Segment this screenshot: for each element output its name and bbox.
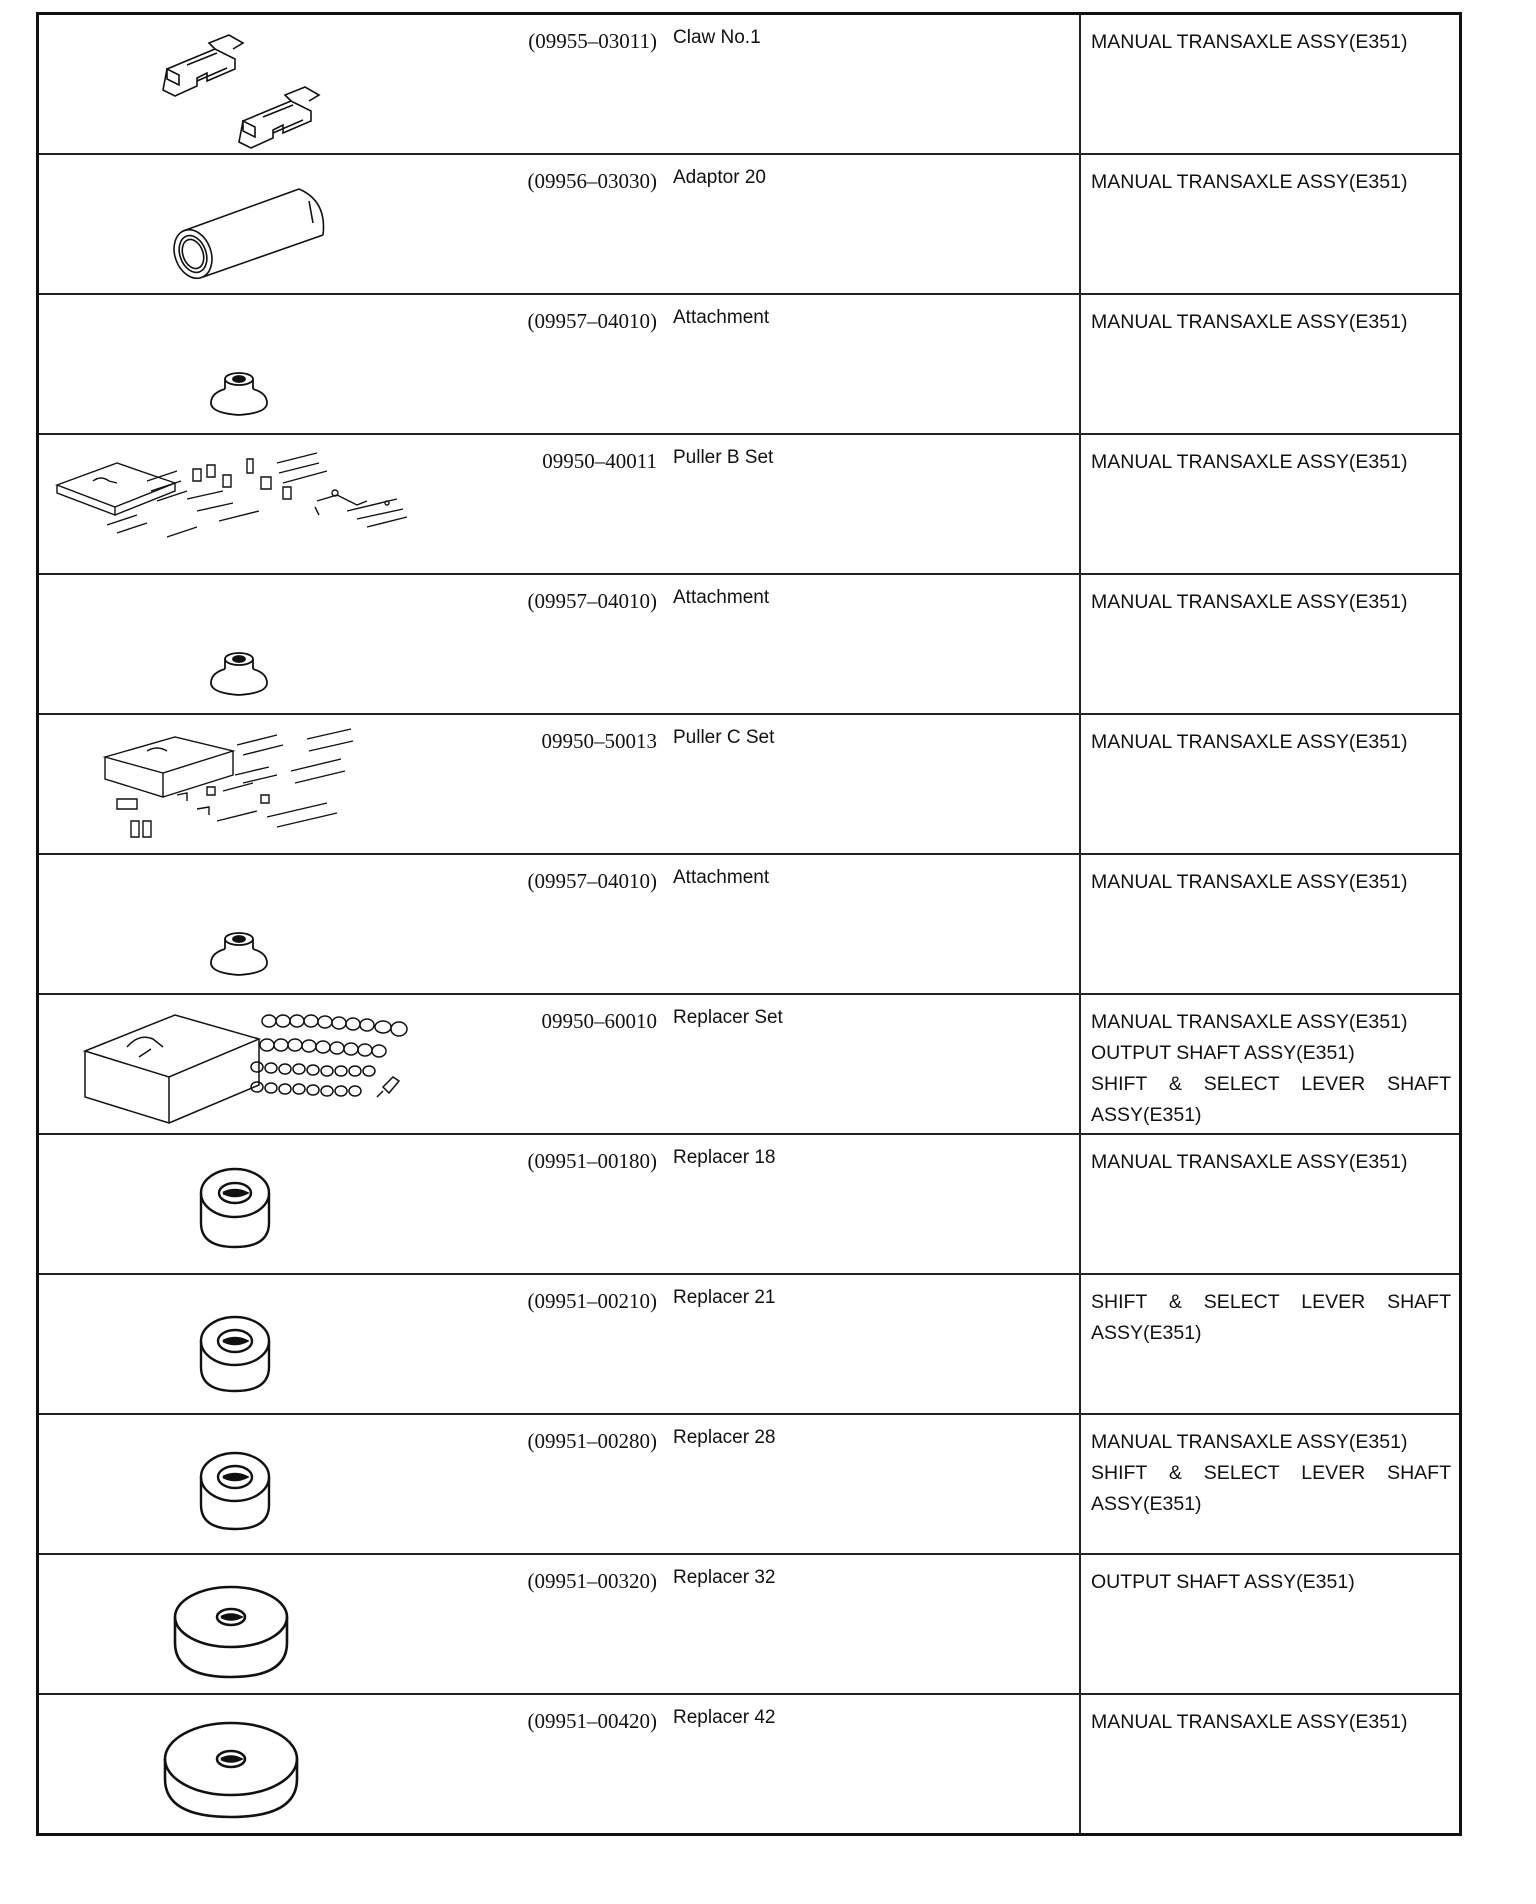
application-text: MANUAL TRANSAXLE ASSY(E351) <box>1091 591 1408 613</box>
replacer-ring-icon <box>47 1421 477 1549</box>
application-text: MANUAL TRANSAXLE ASSY(E351) <box>1091 1151 1408 1173</box>
threaded-adaptor-icon <box>47 161 477 289</box>
tool-name: Adaptor 20 <box>673 167 766 188</box>
part-number: 09950–40011 <box>542 449 657 473</box>
table-row <box>39 1415 1459 1555</box>
application-text: SHIFT & SELECT LEVER SHAFT ASSY(E351) <box>1091 1462 1451 1515</box>
tool-name: Puller C Set <box>673 727 775 748</box>
application-cell <box>1081 435 1459 573</box>
application-text: MANUAL TRANSAXLE ASSY(E351) <box>1091 171 1408 193</box>
replacer-ring-icon <box>47 1141 477 1269</box>
application-text: MANUAL TRANSAXLE ASSY(E351) <box>1091 31 1408 53</box>
application-text: MANUAL TRANSAXLE ASSY(E351) <box>1091 871 1408 893</box>
application-text: OUTPUT SHAFT ASSY(E351) <box>1091 1042 1355 1064</box>
application-cell <box>1081 295 1459 433</box>
part-number: (09951–00420) <box>527 1709 657 1733</box>
part-number: (09951–00320) <box>527 1569 657 1593</box>
replacer-disc-large-icon <box>47 1701 477 1829</box>
tool-name: Attachment <box>673 307 770 328</box>
part-number: (09951–00180) <box>527 1149 657 1173</box>
part-number: (09957–04010) <box>527 589 657 613</box>
application-cell <box>1081 995 1459 1133</box>
tool-name: Puller B Set <box>673 447 774 468</box>
table-row <box>39 295 1459 435</box>
table-row <box>39 575 1459 715</box>
tool-name: Replacer Set <box>673 1007 783 1028</box>
table-row <box>39 15 1459 155</box>
table-row <box>39 155 1459 295</box>
table-row <box>39 1695 1459 1833</box>
application-cell <box>1081 1695 1459 1833</box>
application-cell <box>1081 15 1459 153</box>
application-cell <box>1081 855 1459 993</box>
part-number: (09956–03030) <box>527 169 657 193</box>
attachment-icon <box>47 861 477 989</box>
table-row <box>39 855 1459 995</box>
table-row <box>39 1555 1459 1695</box>
table-row <box>39 435 1459 575</box>
tool-name: Replacer 42 <box>673 1707 776 1728</box>
tool-name: Replacer 32 <box>673 1567 776 1588</box>
claw-pair-icon <box>47 21 477 149</box>
table-row <box>39 715 1459 855</box>
tool-name: Replacer 28 <box>673 1427 776 1448</box>
replacer-set-icon <box>47 1001 477 1129</box>
special-tool-table <box>36 12 1462 1836</box>
part-number: (09951–00210) <box>527 1289 657 1313</box>
application-cell <box>1081 715 1459 853</box>
tool-name: Replacer 21 <box>673 1287 776 1308</box>
application-cell <box>1081 1135 1459 1273</box>
puller-b-set-icon <box>47 441 477 569</box>
tool-name: Claw No.1 <box>673 27 761 48</box>
application-cell <box>1081 155 1459 293</box>
application-text: OUTPUT SHAFT ASSY(E351) <box>1091 1571 1355 1593</box>
application-cell <box>1081 1275 1459 1413</box>
tool-name: Attachment <box>673 587 770 608</box>
part-number: (09957–04010) <box>527 309 657 333</box>
attachment-icon <box>47 581 477 709</box>
application-cell <box>1081 1555 1459 1693</box>
part-number: 09950–50013 <box>541 729 657 753</box>
part-number: (09957–04010) <box>527 869 657 893</box>
tool-name: Replacer 18 <box>673 1147 776 1168</box>
part-number: 09950–60010 <box>541 1009 657 1033</box>
replacer-disc-icon <box>47 1561 477 1689</box>
application-text: SHIFT & SELECT LEVER SHAFT ASSY(E351) <box>1091 1291 1451 1344</box>
application-text: MANUAL TRANSAXLE ASSY(E351) <box>1091 311 1408 333</box>
table-row <box>39 1135 1459 1275</box>
application-text: MANUAL TRANSAXLE ASSY(E351) <box>1091 1011 1408 1033</box>
application-text: SHIFT & SELECT LEVER SHAFT ASSY(E351) <box>1091 1073 1451 1126</box>
application-text: MANUAL TRANSAXLE ASSY(E351) <box>1091 451 1408 473</box>
part-number: (09955–03011) <box>528 29 657 53</box>
application-text: MANUAL TRANSAXLE ASSY(E351) <box>1091 731 1408 753</box>
attachment-icon <box>47 301 477 429</box>
puller-c-set-icon <box>47 721 477 849</box>
tool-name: Attachment <box>673 867 770 888</box>
part-number: (09951–00280) <box>527 1429 657 1453</box>
replacer-ring-icon <box>47 1281 477 1409</box>
application-cell <box>1081 575 1459 713</box>
application-text: MANUAL TRANSAXLE ASSY(E351) <box>1091 1711 1408 1733</box>
application-text: MANUAL TRANSAXLE ASSY(E351) <box>1091 1431 1408 1453</box>
table-row <box>39 995 1459 1135</box>
application-cell <box>1081 1415 1459 1553</box>
table-row <box>39 1275 1459 1415</box>
